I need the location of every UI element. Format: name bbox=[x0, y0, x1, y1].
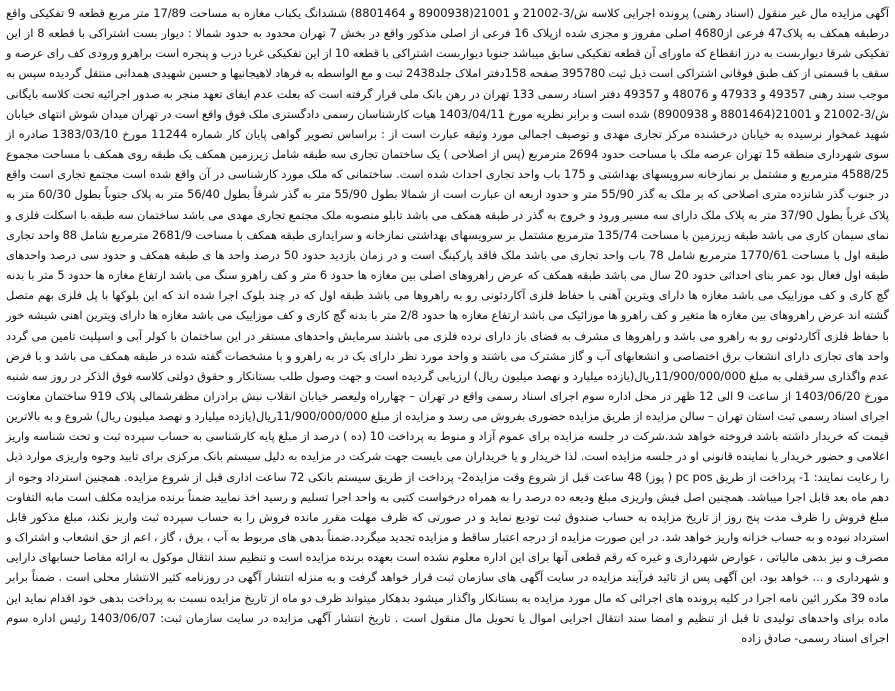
auction-notice-text: آگهی مزایده مال غیر منقول (اسناد رهنی) پرونده اجرایی کلاسه ش/3-21002 و 21001(8900938 و 8801464) ششدانگ یکباب مغازه به مساحت 17/89 متر مربع قطعه 9 تفکیکی واقع درطبقه همکف به پلاک47 فرعی از4680 اصلی مفروز و مجزی شده ازپلاک 16 فرعی از اصلی مذکور واقع در بخش 7 تهران محدود به حدود شمالا : دیوار بست اشتراکی با قطعه 8 از این تفکیکی شرقا دیواربست به درز انقطاع که ماورای آن قطعه تفکیکی سابق میباشد جنوبا دیواربست اشتراکی با قطعه 10 از این تفکیکی غربا درب و پنجره است براهرو ورودی کف رای عرصه و سقف با قسمتی از کف طبق فوقانی اشتراکی است ذیل ثبت 395780 صفحه 158دفتر املاک جلد2438 ثبت و مع الواسطه به فرهاد لاهیجانیها و حسین شهیدی همدانی منتقل گردیده سپس به موجب سند رهنی 49357 و 47933 و 48076 و 49357 دفتر اسناد رسمی 133 تهران در رهن بانک ملی قرار گرفته است که بعلت عدم ایفای تعهد منجر به صدور اجرائیه تحت کلاسه بایگانی ش/3-21002 و 21001(8801464 و 8900938) شده است و برابر نظریه مورخ 1403/04/11 هیات کارشناسان رسمی دادگستری ملک فوق واقع است در تهران میدان شوش انتهای خیابان شهید غمخوار نرسیده به خیابان درخشنده مرکز تجاری مهدی و توصیف اجمالی مورد وثیقه عبارت است از : براساس تصویر گواهی پایان کار شماره 11244 مورخ 1383/03/10 صادره از سوی شهرداری منطقه 15 تهران عرصه ملک با مساحت حدود 2694 مترمربع (پس از اصلاحی ) یک ساختمان تجاری سه طبقه شامل زیرزمین همکف یک طبقه روی همکف با مساحت مجموع 4588/25 مترمربع و مشتمل بر نمازخانه سرویسهای بهداشتی و 175 باب واحد تجاری احداث شده است. ساختمانی که ملک مورد کارشناسی در آن واقع شده است مجتمع تجاری است واقع در جنوب گذر شانزده متری اصلاحی که بر ملک به گذر 55/90 متر و حدود اربعه ان عبارت است از شمالا بطول 55/90 متر به گذر شرقاً بطول 56/40 متر به پلاک جنوباً بطول 60/30 متر به پلاک غرباً بطول 37/90 متر به پلاک ملک دارای سه مسیر ورود و خروج به گذر در طبقه همکف می باشد تابلو منصوبه ملک مجتمع تجاری مهدی می باشد ساختمان سه طبقه با اسکلت فلزی و نمای سیمان کاری می باشد طبقه زیرزمین با مساحت 135/74 مترمربع مشتمل بر سرویسهای بهداشتی نمازخانه و سرایداری طبقه همکف با مساحت 2681/9 مترمربع شامل 88 واحد تجاری طبقه اول با مساحت 1770/61 مترمربع شامل 78 باب واحد تجاری می باشد ملک فاقد پارکینگ است و در زمان بازدید حدود 50 درصد واحد ها ی طبقه همکف و حدود سی درصد واحدهای طبقه اول فعال بود عمر بنای احداثی حدود 20 سال می باشد طبقه همکف که عرض راهروهای اصلی بین مغازه ها حدود 6 متر و کف راهرو سنگ می باشد ارتفاع مغازه ها حدود 5 متر با بدنه گچ کاری و کف موزاییک می باشد مغازه ها دارای ویترین آهنی با حفاظ فلزی آکاردئونی رو به راهروها می باشد طبقه اول که در چند بلوک اجرا شده اند که این بلوکها با پل فلزی بهم متصل گشته اند عرض راهروهای بین مغازه ها متغیر و کف راهرو ها موزائیک می باشد ارتفاع مغازه ها حدود 2/8 متر با بدنه گچ کاری و کف موزاییک می باشد مغازه ها دارای ویترین اهنی شیشه خور با حفاظ فلزی آکاردئونی رو به راهرو می باشد و راهروها ی مشرف به فضای باز دارای نرده فلزی می باشند سرمایش واحدهای مستقر در این ساختمان با کولر آبی و اسپلیت تامین می گردد واحد های تجاری دارای انشعاب برق اختصاصی و انشعابهای آب و گاز مشترک می باشند و واحد مورد نظر دارای یک در به راهرو و با مشخصات گفته شده در طبقه همکف می باشد و با فرض عدم واگذاری سرقفلی به مبلغ 11/900/000/000ریال(یازده میلیارد و نهصد میلیون ریال) ارزیابی گردیده است و جهت وصول طلب بستانکار و حقوق دولتی کلاسه فوق الذکر در روز سه شنبه مورخ 1403/06/20 از ساعت 9 الی 12 ظهر در محل اداره سوم اجرای اسناد رسمی واقع در تهران – چهارراه ولیعصر خیابان انقلاب نبش برادران مظفرشمالی پلاک 919 ساختمان معاونت اجرای اسناد رسمی ثبت استان تهران – سالن مزایده از طریق مزایده حضوری بفروش می رسد و مزایده از مبلغ 11/900/000/000ریال(یازده میلیارد و نهصد میلیون ریال) شروع و به بالاترین قیمت که خریدار داشته باشد فروخته خواهد شد.شرکت در جلسه مزایده برای عموم آزاد و منوط به پرداخت 10 (ده ) درصد از مبلغ پایه کارشناسی به حساب سپرده ثبت و تحت شناسه واریز اعلامی و حضور خریدار یا نماینده قانونی او در جلسه مزایده است. لذا خریدار و یا خریداران می بایست جهت شرکت در مزایده به دلیل سیستم بانک مرکزی برای تایید وجوه واریزی موارد ذیل را رعایت نمایند: 1- پرداخت از طریق pc pos ( پوز) 48 ساعت قبل از شروع وقت مزایده2- پرداخت از طریق سیستم بانکی 72 ساعت اداری قبل از شروع مزایده. همچنین استرداد وجوه از دهم ماه بعد قابل اجرا میباشد. همچنین اصل فیش واریزی مبلغ ودیعه ده درصد را به همراه درخواست کتبی به واحد اجرا تسلیم و رسید اخذ نمایید ضمناً برنده مزایده مکلف است مابه التفاوت مبلغ فروش را ظرف مدت پنج روز از تاریخ مزایده به حساب صندوق ثبت تودیع نماید و در صورتی که ظرف مهلت مقرر مانده فروش را به حساب سپرده ثبت واریز نکند، مبلغ مذکور قابل استرداد نبوده و به حساب خزانه واریز خواهد شد. در این صورت مزایده از درجه اعتبار ساقط و مزایده تجدید میگردد.ضمناً بدهی های مربوط به آب ، برق ، گاز ، اعم از حق انشعاب و اشتراک و مصرف و نیز بدهی مالیاتی ، عوارض شهرداری و غیره که رقم قطعی آنها برای این اداره معلوم نشده است بعهده برنده مزایده است و تنظیم سند انتقال موکول به ارائه مفاصا حسابهای دارایی و شهرداری و ... خواهد بود. این آگهی پس از تائید فرآیند مزایده در سایت آگهی های سازمان ثبت قرار خواهد گرفت و به منزله انتشار آگهی در روزنامه کثیر الانتشار محلی است . ضمناً برابر ماده 39 مکرر ائین نامه اجرا در کلیه پرونده های اجرائی که مال مورد مزایده به بستانکار واگذار میشود بدهکار میتواند ظرف دو ماه از تاریخ مزایده نسبت به پرداخت بدهی خود اقدام نماید این ماده برای واحدهای تولیدی تا قبل از تنظیم و امضا سند انتقال اجرایی اموال یا تحویل مال منقول است . تاریخ انتشار آگهی مزایده در سایت سازمان ثبت: 1403/06/07 رئیس اداره سوم اجرای اسناد رسمی- صادق زاده bbox=[2, 6, 890, 645]
